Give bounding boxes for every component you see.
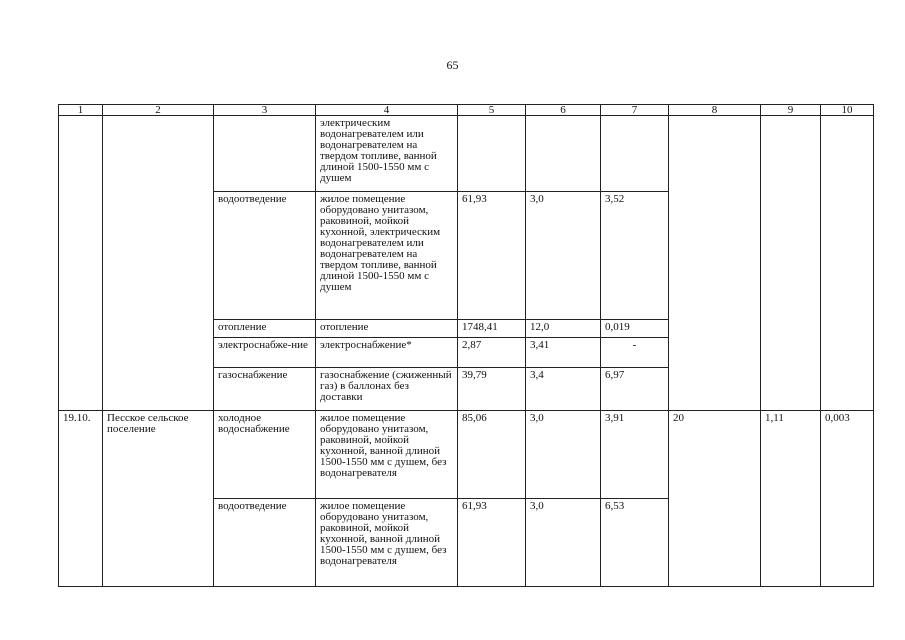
value-cell: 1748,41 (458, 320, 526, 338)
value-cell: 3,52 (601, 192, 669, 320)
description-cell: электроснабжение* (316, 338, 458, 368)
column-number: 2 (103, 105, 214, 116)
value-cell: 3,91 (601, 411, 669, 499)
value-cell: 2,87 (458, 338, 526, 368)
column-number: 8 (669, 105, 761, 116)
value-cell (761, 116, 821, 411)
table-row (59, 411, 874, 499)
settlement-name-cell: Песское сельское поселение (103, 411, 214, 587)
value-cell: - (601, 338, 669, 368)
description-cell: газоснабжение (сжиженный газ) в баллонах без доставки (316, 368, 458, 411)
value-cell: 6,53 (601, 499, 669, 587)
value-cell: 0,003 (821, 411, 874, 587)
service-cell: газоснабжение (214, 368, 316, 411)
column-numbers-row (59, 105, 874, 116)
value-cell: 61,93 (458, 499, 526, 587)
column-number: 7 (601, 105, 669, 116)
description-cell: жилое помещение оборудовано унитазом, раковиной, мойкой кухонной, ванной длиной 1500-1550 мм с душем, без водонагревателя (316, 411, 458, 499)
settlement-name-cell (103, 116, 214, 411)
settlement-number-cell: 19.10. (59, 411, 103, 587)
column-number: 6 (526, 105, 601, 116)
value-cell: 3,41 (526, 338, 601, 368)
value-cell: 1,11 (761, 411, 821, 587)
value-cell: 61,93 (458, 192, 526, 320)
settlement-number-cell (59, 116, 103, 411)
description-cell: жилое помещение оборудовано унитазом, раковиной, мойкой кухонной, ванной длиной 1500-1550 мм с душем, без водонагревателя (316, 499, 458, 587)
value-cell: 12,0 (526, 320, 601, 338)
value-cell: 85,06 (458, 411, 526, 499)
value-cell (458, 116, 526, 192)
service-cell: электроснабже-ние (214, 338, 316, 368)
service-cell: холодное водоснабжение (214, 411, 316, 499)
value-cell (821, 116, 874, 411)
column-number: 9 (761, 105, 821, 116)
value-cell: 3,0 (526, 499, 601, 587)
service-cell (214, 116, 316, 192)
page-number: 65 (446, 58, 459, 72)
column-number: 1 (59, 105, 103, 116)
value-cell: 6,97 (601, 368, 669, 411)
description-cell: электрическим водонагревателем или водонагревателем на твердом топливе, ванной длиной 1500-1550 мм с душем (316, 116, 458, 192)
value-cell: 39,79 (458, 368, 526, 411)
table-row (59, 116, 874, 192)
value-cell: 3,0 (526, 192, 601, 320)
value-cell (601, 116, 669, 192)
description-cell: отопление (316, 320, 458, 338)
column-number: 5 (458, 105, 526, 116)
value-cell: 3,4 (526, 368, 601, 411)
value-cell: 20 (669, 411, 761, 587)
description-cell: жилое помещение оборудовано унитазом, раковиной, мойкой кухонной, электрическим водонагревателем или водонагревателем на твердом топливе, ванной длиной 1500-1550 мм с душем (316, 192, 458, 320)
service-cell: водоотведение (214, 192, 316, 320)
column-number: 3 (214, 105, 316, 116)
value-cell (669, 116, 761, 411)
value-cell: 0,019 (601, 320, 669, 338)
value-cell: 3,0 (526, 411, 601, 499)
column-number: 4 (316, 105, 458, 116)
tariff-table (58, 104, 874, 587)
service-cell: водоотведение (214, 499, 316, 587)
value-cell (526, 116, 601, 192)
service-cell: отопление (214, 320, 316, 338)
column-number: 10 (821, 105, 874, 116)
